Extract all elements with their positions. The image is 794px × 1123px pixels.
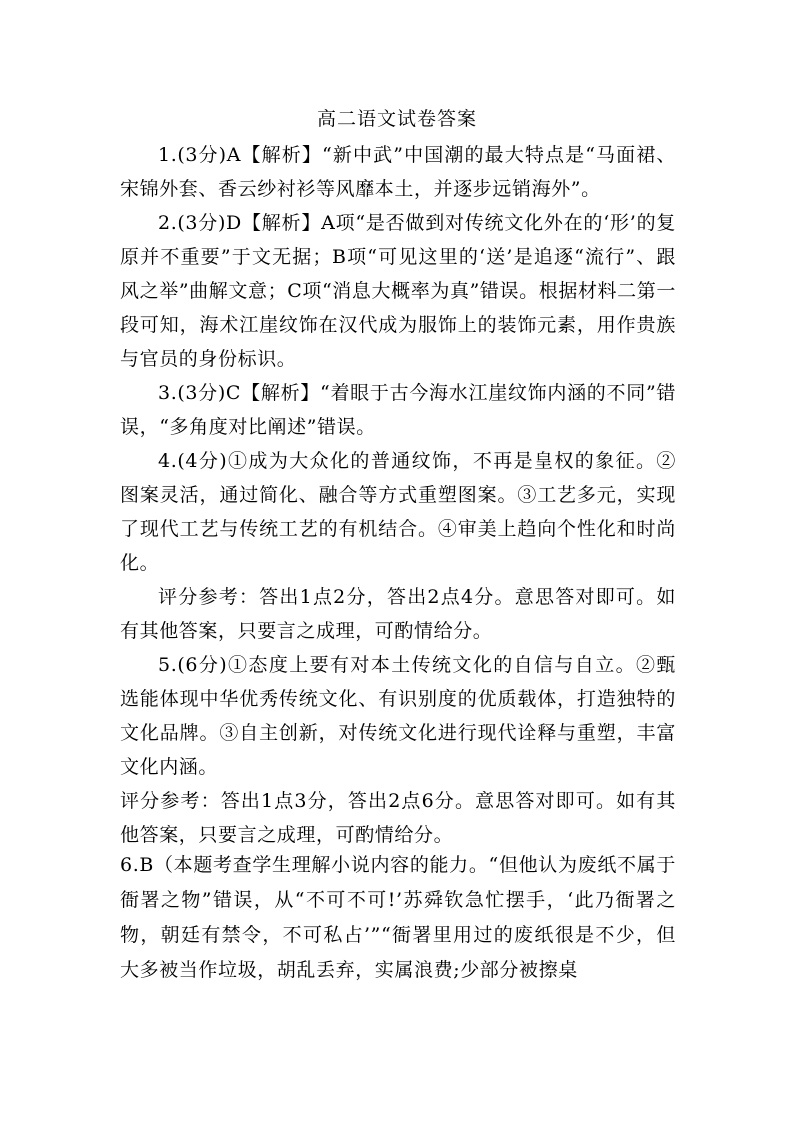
- answer-4: 4.(4分)①成为大众化的普通纹饰，不再是皇权的象征。②图案灵活，通过简化、融合等方式重塑图案。③工艺多元，实现了现代工艺与传统工艺的有机结合。④审美上趋向个性化和时尚化。: [120, 450, 676, 574]
- scoring-note-4: 评分参考：答出1点2分，答出2点4分。意思答对即可。如有其他答案，只要言之成理，可酌情给分。: [120, 586, 676, 642]
- answer-5: 5.(6分)①态度上要有对本土传统文化的自信与自立。②甄选能体现中华优秀传统文化、有识别度的优质载体，打造独特的文化品牌。③自主创新，对传统文化进行现代诠释与重塑，丰富文化内涵。: [120, 654, 676, 778]
- answer-list: [120, 138, 676, 852]
- answer-1: 1.(3分)A【解析】“新中武”中国潮的最大特点是“马面裙、宋锦外套、香云纱衬衫等风靡本土，并逐步远销海外”。: [120, 144, 676, 200]
- answer-6: 6.B（本题考查学生理解小说内容的能力。“但他认为废纸不属于衙署之物”错误，从“不可不可!’苏舜钦急忙摆手，‘此乃衙署之物，朝廷有禁令，不可私占’”“衙署里用过的废纸很是不少，但大多被当作垃圾，胡乱丢弃，实属浪费;少部分被擦桌: [120, 854, 676, 981]
- scoring-note-5: 评分参考：答出1点3分，答出2点6分。意思答对即可。如有其他答案，只要言之成理，可酌情给分。: [120, 790, 676, 846]
- answer-3: 3.(3分)C【解析】“着眼于古今海水江崖纹饰内涵的不同”错误，“多角度对比阐述”错误。: [120, 382, 676, 438]
- document-title: 高二语文试卷答案: [316, 108, 477, 130]
- answer-2: 2.(3分)D【解析】A项“是否做到对传统文化外在的‘形’的复原并不重要”于文无据；B项“可见这里的‘送’是追逐“流行”、跟风之举”曲解文意；C项“消息大概率为真”错误。根据材料二第一段可知，海术江崖纹饰在汉代成为服饰上的装饰元素，用作贵族与官员的身份标识。: [120, 212, 676, 370]
